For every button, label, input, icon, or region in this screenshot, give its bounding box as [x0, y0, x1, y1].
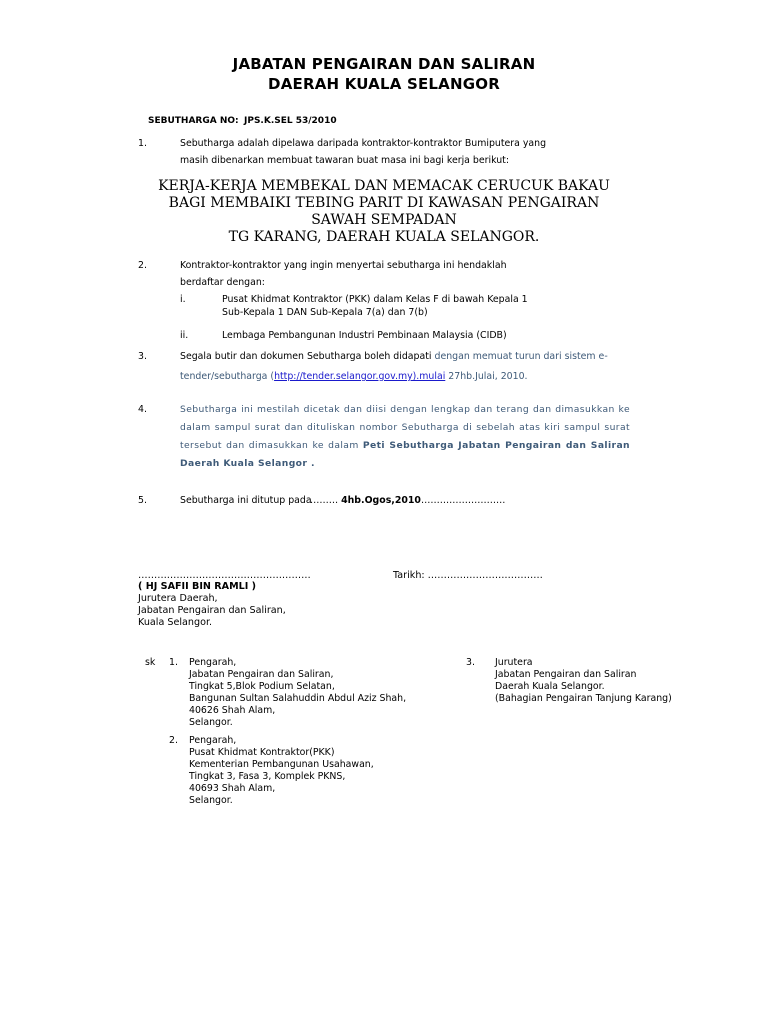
ref-number: JPS.K.SEL 53/2010 [244, 116, 337, 126]
work-title-line-3: SAWAH SEMPADAN [311, 212, 457, 228]
signatory-location: Kuala Selangor. [138, 617, 213, 628]
cc-2-line: 40693 Shah Alam, [189, 783, 276, 794]
sub-item-i-number: i. [180, 294, 186, 305]
cc-1-line: Pengarah, [189, 657, 237, 668]
signatory-title: Jurutera Daerah, [138, 593, 218, 604]
cc-3-line: Jabatan Pengairan dan Saliran [495, 669, 637, 680]
cc-2-line: Pusat Khidmat Kontraktor(PKK) [189, 747, 335, 758]
cc-2-line: Pengarah, [189, 735, 237, 746]
signature-line: ……………………………………………… [138, 570, 311, 581]
cc-2-line: Kementerian Pembangunan Usahawan, [189, 759, 374, 770]
cc-label: sk [145, 657, 156, 668]
item-4-number: 4. [138, 404, 147, 415]
cc-1-line: Bangunan Sultan Salahuddin Abdul Aziz Shah, [189, 693, 407, 704]
cc-3-line: Jurutera [495, 657, 533, 668]
cc-1-line: Tingkat 5,Blok Podium Selatan, [189, 681, 335, 692]
cc-3-line: (Bahagian Pengairan Tanjung Karang) [495, 693, 672, 704]
item-2-line-1: Kontraktor-kontraktor yang ingin menyertai sebutharga ini hendaklah [180, 260, 507, 271]
district-title: DAERAH KUALA SELANGOR [268, 75, 500, 93]
cc-1-line: Jabatan Pengairan dan Saliran, [189, 669, 334, 680]
item-5-label: Sebutharga ini ditutup pada [180, 495, 312, 506]
item-3-number: 3. [138, 351, 147, 362]
item-3-line-2 [180, 370, 528, 384]
item-2-number: 2. [138, 260, 147, 271]
work-title-line-1: KERJA-KERJA MEMBEKAL DAN MEMACAK CERUCUK BAKAU [158, 178, 610, 194]
closing-date-line [310, 494, 505, 508]
closing-date: 4hb.Ogos,2010 [341, 495, 421, 506]
cc-1-line: 40626 Shah Alam, [189, 705, 276, 716]
item-1-line-2: masih dibenarkan membuat tawaran buat masa ini bagi kerja berikut: [180, 155, 509, 166]
sub-item-i-line-2: Sub-Kepala 1 DAN Sub-Kepala 7(a) dan 7(b) [222, 307, 428, 318]
cc-2-line: Tingkat 3, Fasa 3, Komplek PKNS, [189, 771, 346, 782]
cc-1-number: 1. [169, 657, 178, 668]
cc-3-number: 3. [466, 657, 475, 668]
item-3-text-a: Segala butir dan dokumen Sebutharga boleh didapati [180, 351, 432, 362]
dept-title: JABATAN PENGAIRAN DAN SALIRAN [232, 55, 536, 73]
item-3-text-d: 27hb.Julai, 2010. [445, 371, 528, 382]
work-title-line-2: BAGI MEMBAIKI TEBING PARIT DI KAWASAN PENGAIRAN [168, 195, 600, 211]
sub-item-ii-line-1: Lembaga Pembangunan Industri Pembinaan Malaysia (CIDB) [222, 330, 507, 341]
cc-recipient-2 [189, 735, 374, 807]
signatory-department: Jabatan Pengairan dan Saliran, [138, 605, 286, 616]
item-4-text: Sebutharga ini mestilah dicetak dan diisi dengan lengkap dan terang dan dimasukkan ke dalam sampul surat dan dituliskan nombor Sebutharga di sebelah atas kiri sampul surat tersebut dan dimasukkan ke dalam [180, 404, 630, 451]
closing-date-dots-2: ……………………… [420, 495, 506, 506]
item-3-text-b: dengan memuat turun dari sistem e- [431, 351, 608, 362]
cc-recipient-1 [189, 657, 406, 729]
ref-label: SEBUTHARGA NO: [148, 116, 239, 126]
closing-date-dots-1: ……… [310, 495, 342, 506]
item-1-line-1: Sebutharga adalah dipelawa daripada kontraktor-kontraktor Bumiputera yang [180, 138, 547, 149]
item-1-number: 1. [138, 138, 147, 149]
cc-3-line: Daerah Kuala Selangor. [495, 681, 605, 692]
item-5-number: 5. [138, 495, 147, 506]
sub-item-ii-number: ii. [180, 330, 189, 341]
cc-1-line: Selangor. [189, 717, 233, 728]
item-3-line-1 [180, 350, 608, 364]
sub-item-i-line-1: Pusat Khidmat Kontraktor (PKK) dalam Kelas F di bawah Kepala 1 [222, 294, 528, 305]
tender-link[interactable]: http://tender.selangor.gov.my).mulai [274, 371, 446, 382]
item-3-text-c: tender/sebutharga ( [180, 371, 275, 382]
cc-2-line: Selangor. [189, 795, 233, 806]
cc-2-number: 2. [169, 735, 178, 746]
item-4-paragraph [180, 401, 630, 473]
item-4-end: . [307, 458, 315, 469]
work-title-line-4: TG KARANG, DAERAH KUALA SELANGOR. [228, 229, 540, 245]
item-4-bold-text: Peti Sebutharga Jabatan Pengairan dan Saliran Daerah Kuala Selangor [180, 440, 630, 469]
signatory-name: ( HJ SAFII BIN RAMLI ) [138, 581, 257, 592]
item-2-line-2: berdaftar dengan: [180, 277, 265, 288]
cc-recipient-3 [495, 657, 672, 705]
date-field: Tarikh: ……………………………… [393, 570, 543, 581]
